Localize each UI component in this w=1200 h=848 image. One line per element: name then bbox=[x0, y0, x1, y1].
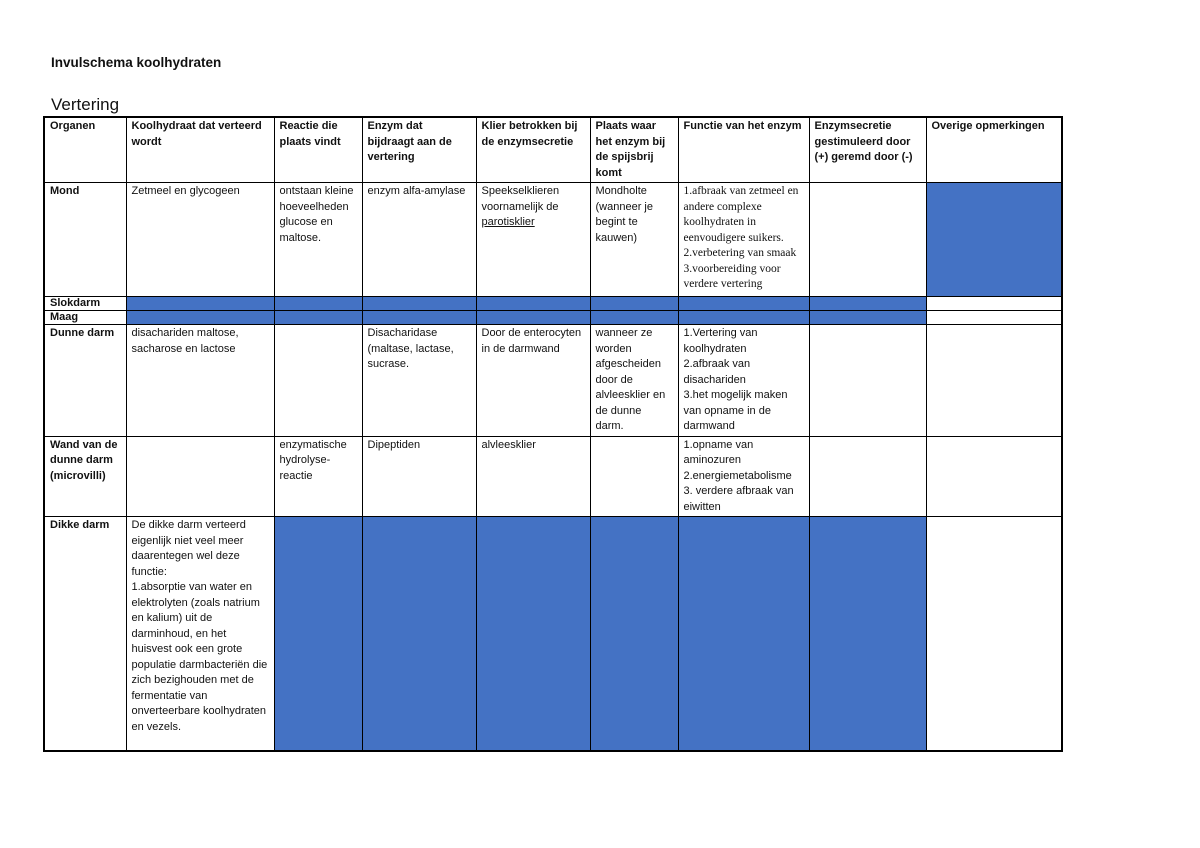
functie-line: 3.het mogelijk maken van opname in de darmwand bbox=[683, 389, 788, 432]
cell-secretie bbox=[809, 183, 926, 297]
cell-opmerkingen bbox=[926, 436, 1062, 517]
cell-secretie bbox=[809, 436, 926, 517]
table-row-slokdarm bbox=[44, 297, 1062, 311]
digestion-table bbox=[43, 116, 1063, 752]
table-row-wand-dunne-darm bbox=[44, 436, 1062, 517]
cell-filled bbox=[809, 517, 926, 751]
cell-enzym: Dipeptiden bbox=[362, 436, 476, 517]
functie-line: 3.voorbereiding voor verdere vertering bbox=[683, 262, 781, 290]
table-row-maag bbox=[44, 311, 1062, 325]
cell-filled bbox=[678, 311, 809, 325]
cell-functie bbox=[678, 183, 809, 297]
cell-functie bbox=[678, 436, 809, 517]
header-klier: Klier betrokken bij de enzymsecretie bbox=[476, 117, 590, 183]
cell-filled bbox=[476, 297, 590, 311]
cell-organ: Dikke darm bbox=[44, 517, 126, 751]
cell-organ: Dunne darm bbox=[44, 325, 126, 437]
cell-koolhydraat: disachariden maltose, sacharose en lactose bbox=[126, 325, 274, 437]
cell-filled bbox=[476, 311, 590, 325]
cell-filled bbox=[274, 311, 362, 325]
cell-filled bbox=[362, 517, 476, 751]
cell-filled bbox=[809, 311, 926, 325]
klier-text: Speekselklieren voornamelijk de bbox=[481, 185, 560, 213]
table-header-row bbox=[44, 117, 1062, 183]
cell-opmerkingen bbox=[926, 517, 1062, 751]
cell-functie bbox=[678, 325, 809, 437]
table-row-dikke-darm bbox=[44, 517, 1062, 751]
cell-filled bbox=[678, 297, 809, 311]
cell-reactie bbox=[274, 325, 362, 437]
functie-line: 3. verdere afbraak van eiwitten bbox=[683, 485, 794, 513]
cell-plaats: wanneer ze worden afgescheiden door de alvleesklier en de dunne darm. bbox=[590, 325, 678, 437]
cell-filled bbox=[590, 311, 678, 325]
table-row-mond bbox=[44, 183, 1062, 297]
cell-organ: Maag bbox=[44, 311, 126, 325]
header-secretie: Enzymsecretie gestimuleerd door (+) geremd door (-) bbox=[809, 117, 926, 183]
functie-line: 2.energiemetabolisme bbox=[683, 469, 792, 482]
cell-enzym: Disacharidase (maltase, lactase, sucrase. bbox=[362, 325, 476, 437]
cell-filled bbox=[126, 311, 274, 325]
header-koolhydraat: Koolhydraat dat verteerd wordt bbox=[126, 117, 274, 183]
klier-underlined-text: parotisklier bbox=[481, 216, 535, 228]
koolhydraat-line: De dikke darm verteerd eigenlijk niet veel meer daarentegen wel deze functie: bbox=[131, 519, 246, 578]
cell-enzym: enzym alfa-amylase bbox=[362, 183, 476, 297]
cell-klier: Door de enterocyten in de darmwand bbox=[476, 325, 590, 437]
cell-klier: alvleesklier bbox=[476, 436, 590, 517]
functie-line: 2.verbetering van smaak bbox=[683, 247, 797, 259]
cell-filled bbox=[678, 517, 809, 751]
functie-line: 2.afbraak van disachariden bbox=[683, 358, 751, 386]
cell-organ: Mond bbox=[44, 183, 126, 297]
functie-line: 1.afbraak van zetmeel en andere complexe koolhydraten in eenvoudigere suikers. bbox=[683, 185, 799, 244]
cell-organ: Slokdarm bbox=[44, 297, 126, 311]
cell-secretie bbox=[809, 325, 926, 437]
header-functie: Functie van het enzym bbox=[678, 117, 809, 183]
cell-koolhydraat bbox=[126, 436, 274, 517]
cell-filled bbox=[274, 297, 362, 311]
cell-opmerkingen bbox=[926, 325, 1062, 437]
cell-plaats bbox=[590, 436, 678, 517]
cell-opmerkingen bbox=[926, 297, 1062, 311]
table-row-dunne-darm bbox=[44, 325, 1062, 437]
functie-line: 1.opname van aminozuren bbox=[683, 438, 754, 466]
header-opmerkingen: Overige opmerkingen bbox=[926, 117, 1062, 183]
document-title: Invulschema koolhydraten bbox=[51, 55, 222, 70]
cell-filled bbox=[809, 297, 926, 311]
header-enzym: Enzym dat bijdraagt aan de vertering bbox=[362, 117, 476, 183]
header-organen: Organen bbox=[44, 117, 126, 183]
cell-filled bbox=[126, 297, 274, 311]
koolhydraat-line: 1.absorptie van water en elektrolyten (zoals natrium en kalium) uit de darminhoud, en het huisvest ook een grote populatie darmbacteriën die zich bezighouden met de fermentatie van onverteerbare koolhydraten en vezels. bbox=[131, 581, 268, 733]
cell-filled bbox=[274, 517, 362, 751]
cell-organ: Wand van de dunne darm (microvilli) bbox=[44, 436, 126, 517]
cell-opmerkingen-filled bbox=[926, 183, 1062, 297]
functie-line: 1.Vertering van koolhydraten bbox=[683, 327, 758, 355]
cell-opmerkingen bbox=[926, 311, 1062, 325]
cell-filled bbox=[590, 297, 678, 311]
cell-filled bbox=[590, 517, 678, 751]
section-title: Vertering bbox=[51, 95, 120, 114]
header-plaats: Plaats waar het enzym bij de spijsbrij komt bbox=[590, 117, 678, 183]
cell-koolhydraat: Zetmeel en glycogeen bbox=[126, 183, 274, 297]
cell-filled bbox=[362, 311, 476, 325]
cell-filled bbox=[362, 297, 476, 311]
header-reactie: Reactie die plaats vindt bbox=[274, 117, 362, 183]
cell-koolhydraat bbox=[126, 517, 274, 751]
cell-filled bbox=[476, 517, 590, 751]
cell-klier bbox=[476, 183, 590, 297]
cell-reactie: ontstaan kleine hoeveelheden glucose en maltose. bbox=[274, 183, 362, 297]
cell-plaats: Mondholte (wanneer je begint te kauwen) bbox=[590, 183, 678, 297]
cell-reactie: enzymatische hydrolyse-reactie bbox=[274, 436, 362, 517]
